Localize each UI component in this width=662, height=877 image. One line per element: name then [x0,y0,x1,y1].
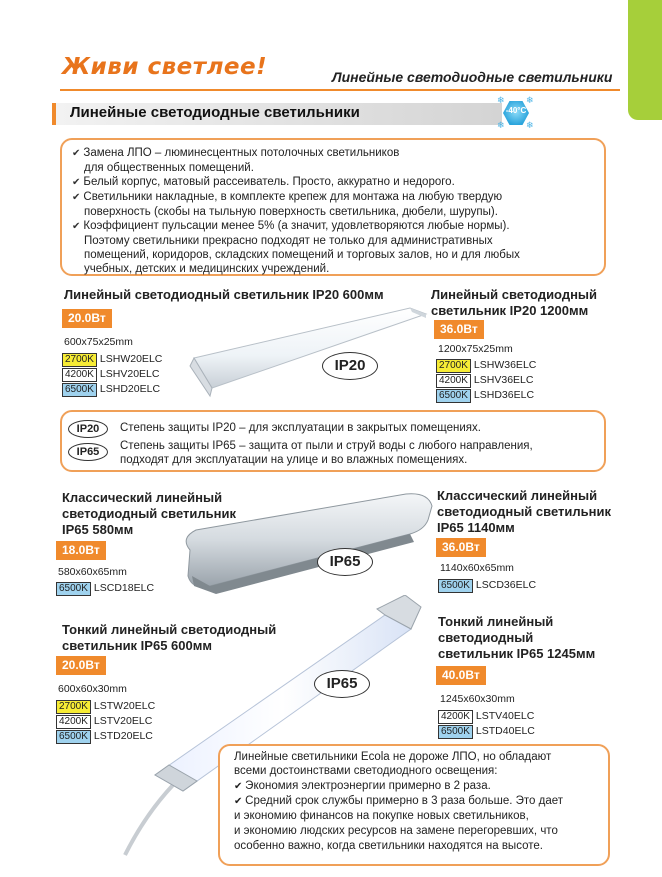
dimensions: 1245x60x30mm [440,693,515,705]
sku-code: LSTD40ELC [475,725,535,737]
sku-code: LSCD36ELC [475,579,537,591]
features-box [60,138,606,276]
summary-line: особенно важно, когда светильники находятся на высоте. [234,840,543,852]
product-title-ip20-1200: Линейный светодиодный светильник IP20 1200мм [431,287,598,318]
summary-bullet: ✔ Средний срок службы примерно в 3 раза больше. Это дает [234,795,564,807]
sku-code: LSHD36ELC [473,389,535,401]
dimensions: 1140x60x65mm [440,562,514,574]
sku-code: LSTD20ELC [93,730,153,742]
sku-list [436,358,536,403]
dimensions: 600x60x30mm [58,683,127,695]
color-temp-tag: 2700K [436,359,471,373]
feature-item: ✔ Белый корпус, матовый рассеиватель. Просто, аккуратно и недорого. [72,176,455,188]
color-temp-tag: 6500K [438,579,473,593]
sku-code: LSHV36ELC [473,374,534,386]
ip20-legend-label: IP20 [68,420,108,438]
sku-code: LSHD20ELC [99,383,161,395]
check-icon: ✔ [72,221,81,232]
check-icon: ✔ [72,192,81,203]
lamp-image-ip65-classic [170,490,440,600]
feature-item: ✔ Замена ЛПО – люминесцентных потолочных светильников для общественных помещений. [72,147,400,174]
ip65-description-cont: подходят для эксплуатации на улице и во влажных помещениях. [120,454,468,466]
ip20-label: IP20 [322,352,378,380]
sku-list [438,709,535,739]
summary-bullet: ✔ Экономия электроэнергии примерно в 2 раза. [234,780,491,792]
product-title-ip20-600: Линейный светодиодный светильник IP20 600мм [64,287,384,302]
sku-code: LSCD18ELC [93,582,155,594]
feature-item: ✔ Светильники накладные, в комплекте крепеж для монтажа на любую твердую поверхность (скобы на тыльную поверхность светильника, дюбели, шурупы). [72,191,503,218]
sku-row [436,373,536,388]
sku-row [438,724,535,739]
product-title-ip65-1245-thin: Тонкий линейный светодиодный светильник IP65 1245мм [438,614,596,661]
color-temp-tag: 6500K [62,383,97,397]
snowflake-icon: ❄ [497,95,505,105]
sku-row [62,352,162,367]
frost-badge [495,96,537,130]
product-title-ip65-600-thin: Тонкий линейный светодиодный светильник IP65 600мм [62,622,277,653]
sku-list [438,578,536,593]
snowflake-icon: ❄ [497,120,505,130]
feature-item: ✔ Коэффициент пульсации менее 5% (а значит, удовлетворяются любые нормы). Поэтому светильники прекрасно подходят не только для административных помещений, коридоров, складских помещений и торговых залов, но и для любых учебных, детских и медицинских учреждений. [72,220,520,275]
color-temp-tag: 6500K [438,725,473,739]
wattage-badge: 20.0Вт [62,309,112,328]
color-temp-tag: 6500K [56,582,91,596]
ip65-description: Степень защиты IP65 – защита от пыли и струй воды с любого направления, [120,440,533,452]
section-title: Линейные светодиодные светильники [70,104,360,121]
wattage-badge: 36.0Вт [436,538,486,557]
sku-row [436,388,536,403]
ip20-description: Степень защиты IP20 – для эксплуатации в закрытых помещениях. [120,422,481,434]
dimensions: 1200x75x25mm [438,343,513,355]
sku-row [62,382,162,397]
sku-row [62,367,162,382]
color-temp-tag: 4200K [56,715,91,729]
summary-box [218,744,610,866]
sku-list [56,581,154,596]
ip65-label: IP65 [317,548,373,576]
snowflake-icon: ❄ [526,120,534,130]
page-header-title: Линейные светодиодные светильники [332,69,613,85]
sku-row [56,581,154,596]
sku-row [436,358,536,373]
color-temp-tag: 4200K [62,368,97,382]
color-temp-tag: 2700K [56,700,91,714]
product-title-ip65-1140: Классический линейный светодиодный светильник IP65 1140мм [437,488,611,535]
ip65-label: IP65 [314,670,370,698]
snowflake-icon: ❄ [526,95,534,105]
summary-line: всеми достоинствами светодиодного освещения: [234,765,498,777]
sku-code: LSHW36ELC [473,359,537,371]
corner-decoration [628,0,662,120]
temperature-label: -40°C [505,106,527,115]
product-title-ip65-580: Классический линейный светодиодный светильник IP65 580мм [62,490,236,537]
sku-row [438,709,535,724]
color-temp-tag: 2700K [62,353,97,367]
color-temp-tag: 4200K [438,710,473,724]
dimensions: 600x75x25mm [64,336,133,348]
color-temp-tag: 6500K [436,389,471,403]
check-icon: ✔ [234,781,246,792]
lamp-image-ip20 [180,300,430,400]
color-temp-tag: 4200K [436,374,471,388]
check-icon: ✔ [234,796,246,807]
sku-code: LSHV20ELC [99,368,160,380]
summary-line: Линейные светильники Ecola не дороже ЛПО, но обладают [234,751,552,763]
sku-list [62,352,162,397]
brand-slogan: Живи светлее! [62,54,268,80]
wattage-badge: 36.0Вт [434,320,484,339]
wattage-badge: 20.0Вт [56,656,106,675]
sku-code: LSTW20ELC [93,700,156,712]
sku-code: LSHW20ELC [99,353,163,365]
header-divider [60,89,620,91]
sku-code: LSTV20ELC [93,715,153,727]
check-icon: ✔ [72,177,81,188]
ip65-legend-label: IP65 [68,443,108,461]
wattage-badge: 18.0Вт [56,541,106,560]
dimensions: 580x60x65mm [58,566,127,578]
sku-row [438,578,536,593]
color-temp-tag: 6500K [56,730,91,744]
summary-line: и экономию людских ресурсов на замене перегоревших, что [234,825,558,837]
wattage-badge: 40.0Вт [436,666,486,685]
sku-code: LSTV40ELC [475,710,535,722]
summary-line: и экономию финансов на покупке новых светильников, [234,810,529,822]
check-icon: ✔ [72,148,81,159]
